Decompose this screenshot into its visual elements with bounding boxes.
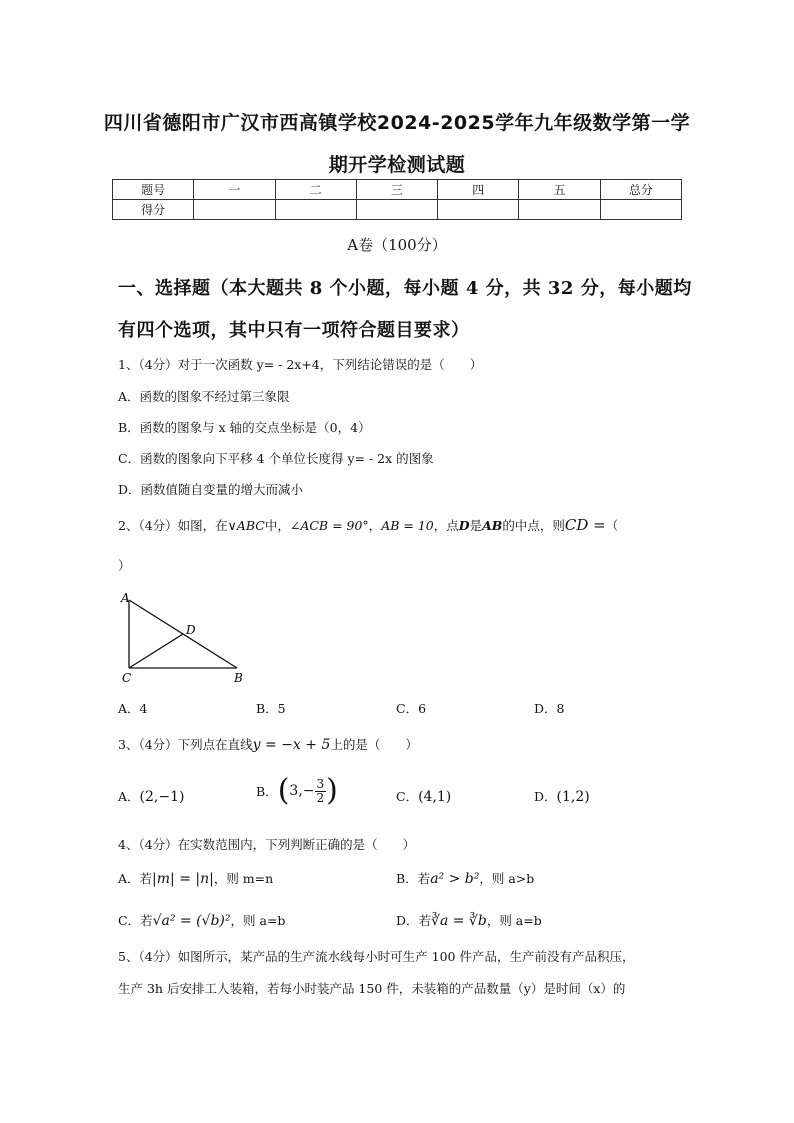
option-tail: ，则 a=b — [486, 913, 542, 928]
q5-line-2: 生产 3h 后安排工人装箱，若每小时装产品 150 件，未装箱的产品数量（y）是时间（x）的 — [118, 981, 626, 996]
q4-option-c — [118, 911, 285, 929]
q2-stem-text: 中， — [264, 518, 290, 533]
option-tail: ，则 m=n — [213, 871, 274, 886]
section-heading-line-1: 一、选择题（本大题共 8 个小题，每小题 4 分，共 32 分，每小题均 — [118, 278, 692, 299]
q1-option-c: C．函数的图象向下平移 4 个单位长度得 y= - 2x 的图象 — [118, 451, 434, 466]
score-table-header-row — [113, 180, 682, 200]
q3-option-b: B． ( 3,− $\frac{3}{2}$ ) — [256, 773, 338, 808]
q2-option-d: D．8 — [534, 701, 565, 716]
table-cell — [519, 200, 600, 220]
q4-option-b — [396, 869, 534, 887]
table-cell: 总分 — [600, 180, 681, 200]
q4-c-math: √a² = (√b)² — [152, 913, 231, 929]
table-cell: 得分 — [113, 200, 194, 220]
q2-segment-ab: AB — [482, 518, 503, 533]
q3-c-value: (4,1) — [418, 789, 452, 805]
segment-cd — [129, 634, 183, 668]
table-cell — [438, 200, 519, 220]
q2-separator: ， — [368, 518, 382, 533]
q5-line-1: 5、（4分）如图所示，某产品的生产流水线每小时可生产 100 件产品，生产前没有产品积压， — [118, 949, 635, 964]
option-label: B．若 — [396, 871, 431, 886]
q4-stem: 4、（4分）在实数范围内，下列判断正确的是（ ） — [118, 837, 416, 852]
label-a: A — [121, 591, 130, 605]
q2-triangle-figure — [112, 588, 252, 688]
score-table — [112, 179, 682, 220]
fraction-denominator: 2 — [316, 790, 325, 805]
table-cell: 四 — [438, 180, 519, 200]
q3-stem-text: 3、（4分）下列点在直线 — [118, 737, 253, 752]
option-label: D． — [534, 789, 557, 804]
q2-angle: ∠ACB = 90° — [289, 518, 369, 533]
title-line-2: 期开学检测试题 — [328, 154, 466, 176]
q3-option-d — [534, 787, 590, 805]
part-a-heading: A卷（100分） — [347, 236, 447, 254]
q2-point-d: D — [458, 518, 470, 533]
q1-stem: 1、（4分）对于一次函数 y= - 2x+4，下列结论错误的是（ ） — [118, 357, 483, 372]
q2-stem-text: 是 — [469, 518, 483, 533]
q1-option-d: D．函数值随自变量的增大而减小 — [118, 482, 304, 497]
fraction-numerator: 3 — [316, 776, 325, 791]
q3-d-value: (1,2) — [556, 789, 590, 805]
label-d: D — [186, 623, 196, 637]
q3-stem-text: 上的是（ ） — [330, 737, 418, 752]
score-table-score-row — [113, 200, 682, 220]
option-tail: ，则 a=b — [230, 913, 286, 928]
table-cell — [275, 200, 356, 220]
q4-d-math: ∛a = ∛b — [431, 913, 487, 929]
q1-option-b: B．函数的图象与 x 轴的交点坐标是（0，4） — [118, 420, 371, 435]
option-tail: ，则 a>b — [479, 871, 535, 886]
option-label: C． — [396, 789, 419, 804]
q3-option-a — [118, 787, 184, 805]
q2-cd: CD = — [564, 516, 606, 534]
q4-b-math: a² > b² — [430, 871, 480, 887]
q2-paren-open: （ — [605, 518, 619, 533]
q2-paren-close: ） — [118, 558, 131, 573]
option-label: C．若 — [118, 913, 153, 928]
q3-line-equation: y = −x + 5 — [252, 737, 331, 753]
q2-ab-length: AB = 10 — [381, 518, 434, 533]
q2-stem — [118, 516, 618, 534]
option-label: A．若 — [118, 871, 153, 886]
title-line-1: 四川省德阳市广汉市西高镇学校2024-2025学年九年级数学第一学 — [103, 112, 691, 134]
option-label: A． — [118, 789, 140, 804]
q4-option-a — [118, 869, 273, 887]
table-cell — [356, 200, 437, 220]
q2-option-c: C．6 — [396, 701, 427, 716]
label-b: B — [234, 671, 243, 685]
table-cell — [600, 200, 681, 220]
table-cell: 一 — [194, 180, 275, 200]
q3-option-c — [396, 787, 451, 805]
q3-a-value: (2,−1) — [139, 789, 185, 805]
q2-triangle: ∨ABC — [227, 518, 265, 533]
table-cell: 三 — [356, 180, 437, 200]
q2-option-a: A．4 — [118, 701, 148, 716]
q2-stem-text: 2、（4分）如图，在 — [118, 518, 228, 533]
q2-stem-text: 的中点，则 — [502, 518, 565, 533]
table-cell: 五 — [519, 180, 600, 200]
section-heading-line-2: 有四个选项，其中只有一项符合题目要求） — [118, 320, 470, 341]
q3-b-value: 3,− — [289, 783, 315, 799]
option-label: B． — [256, 784, 278, 799]
q1-option-a: A．函数的图象不经过第三象限 — [118, 389, 290, 404]
table-cell: 二 — [275, 180, 356, 200]
q4-option-d — [396, 911, 542, 929]
q4-a-math: |m| = |n| — [152, 871, 214, 887]
q2-stem-text: ，点 — [433, 518, 459, 533]
table-cell: 题号 — [113, 180, 194, 200]
q2-option-b: B．5 — [256, 701, 286, 716]
q3-b-fraction — [315, 778, 327, 805]
label-c: C — [122, 671, 132, 685]
option-label: D．若 — [396, 913, 432, 928]
q3-stem — [118, 735, 418, 753]
table-cell — [194, 200, 275, 220]
